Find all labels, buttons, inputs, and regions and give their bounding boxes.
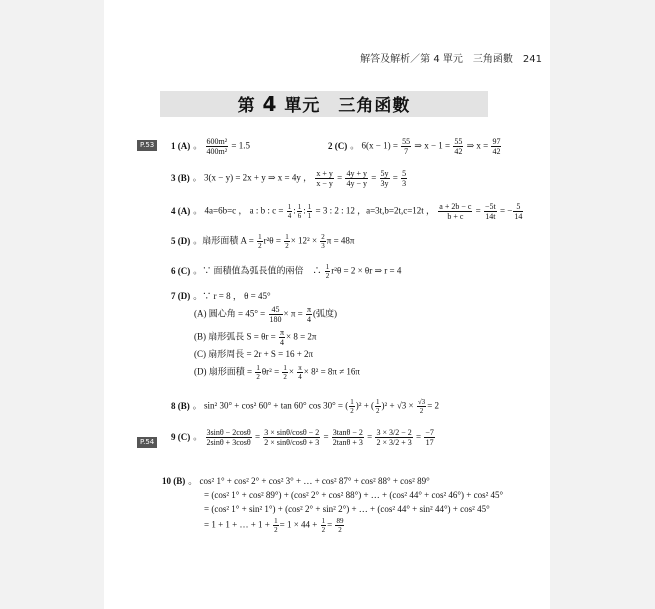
denominator: b + c: [447, 212, 464, 221]
denominator: 2: [376, 407, 380, 415]
expression: ⇒ x − 1 =: [414, 140, 451, 151]
denominator: 4: [306, 315, 311, 324]
numerator: 1: [325, 263, 330, 271]
expression: ⇒ x =: [466, 140, 489, 151]
expression: 。 3(x − y) = 2x + y ⇒ x = 4y ，: [192, 172, 313, 183]
fraction: [297, 203, 303, 220]
fraction: [417, 398, 426, 415]
fraction: [206, 137, 229, 156]
expression: 。∵ r = 8 ， θ = 45°: [193, 291, 271, 301]
numerator: 1: [376, 398, 380, 406]
expression: (C) 扇形周長 = 2r + S = 16 + 2π: [194, 349, 314, 359]
denominator: 2: [338, 526, 342, 534]
title-suffix: 單元 三角函數: [277, 96, 411, 116]
expression: (弧度): [313, 308, 337, 319]
expression: 。∵ 面積值為弧長值的兩倍 ∴: [193, 265, 322, 276]
answer-10: [162, 475, 430, 487]
answer-7-option-b: [194, 328, 316, 347]
denominator: x − y: [316, 179, 333, 188]
numerator: a + 2b − c: [439, 202, 472, 211]
fraction: [269, 305, 283, 324]
running-header: [360, 50, 542, 65]
numerator: 1: [321, 517, 326, 525]
expression: 。扇形面積 A =: [193, 235, 254, 246]
fraction: [484, 202, 497, 221]
numerator: 1: [285, 233, 289, 241]
result: = 1.5: [231, 140, 250, 151]
fraction: [263, 428, 320, 447]
separator: 。: [193, 431, 203, 442]
answer-5: [171, 233, 354, 250]
answer-4: 4 (A) 。 4a=6b=c ， a : b : c = $\frac{1}{4}$ : $\frac{1}{6}$ : $\frac{1}{1}$ = 3 : 2 : 12 ，a=3t,b=2t,c=12t ， $\frac{a + 2b - c}{b + c}$ = $\frac{-5t}{14t}$ = − $\frac{5}{14}$: [171, 202, 523, 221]
answer-7-option-c: [194, 348, 313, 360]
denominator: 2tanθ + 3: [332, 438, 363, 447]
denominator: 17: [425, 438, 434, 447]
fraction: [375, 428, 412, 447]
numerator: 45: [269, 305, 283, 315]
page-ref-tag-p53: P.53: [137, 140, 157, 151]
numerator: x + y: [316, 169, 333, 178]
answer-label: 4 (A): [171, 205, 191, 216]
expression: × 12² ×: [290, 235, 318, 246]
fraction: [315, 169, 334, 188]
denominator: 4y − y: [346, 179, 367, 188]
fraction: [282, 364, 288, 381]
answer-label: 3 (B): [171, 172, 190, 183]
denominator: 2: [321, 526, 326, 534]
fraction: [321, 517, 327, 534]
numerator: 1: [297, 203, 302, 211]
page: [104, 0, 550, 609]
numerator: 5: [402, 169, 407, 178]
denominator: 2: [419, 407, 424, 415]
expression: = (cos² 1° + cos² 89°) + (cos² 2° + cos² 88°) + … + (cos² 44° + cos² 46°) + cos² 45°: [204, 490, 504, 500]
denominator: 3: [402, 179, 407, 188]
denominator: 2: [274, 526, 278, 534]
expression: 。 cos² 1° + cos² 2° + cos² 3° + … + cos² 87° + cos² 88° + cos² 89°: [188, 476, 430, 486]
expression: ×: [288, 366, 294, 377]
fraction: [349, 398, 355, 415]
denominator: 180: [269, 315, 282, 324]
denominator: 2sinθ + 3cosθ: [206, 438, 251, 447]
denominator: 42: [492, 147, 501, 156]
fraction: [453, 137, 463, 156]
page-number: 241: [522, 54, 542, 65]
answer-9: 9 (C) 。 $\frac{3\sin\theta - 2\cos\theta}{2\sin\theta + 3\cos\theta}$ = $\frac{3 \times \sin\theta/\cos\theta - 2}{2 \times \sin\theta/\cos\theta + 3}$ = $\frac{3\tan\theta - 2}{2\tan\theta + 3}$ = $\frac{3 \times 3/2 - 2}{2 \times 3/2 + 3}$ = $\frac{-7}{17}$: [171, 428, 434, 447]
denominator: 2: [350, 407, 354, 415]
fraction: [320, 233, 326, 250]
numerator: 1: [307, 203, 312, 211]
expression: 。 sin² 30° + cos² 60° + tan 60° cos 30° = (: [192, 400, 349, 411]
numerator: 1: [258, 233, 262, 241]
answer-label: 6 (C): [171, 265, 191, 276]
numerator: √3: [417, 398, 426, 406]
numerator: 55: [402, 137, 411, 146]
denominator: 2: [285, 242, 289, 250]
answer-label: 9 (C): [171, 431, 191, 442]
title-unit-number: 4: [262, 92, 278, 116]
answer-label: 5 (D): [171, 235, 191, 246]
answer-label: 8 (B): [171, 400, 190, 411]
numerator: 2: [321, 233, 325, 241]
answer-7: [171, 290, 271, 302]
denominator: 4: [287, 212, 292, 220]
answer-7-option-a: [194, 305, 337, 324]
expression: =: [327, 519, 333, 530]
answer-1: [171, 137, 250, 156]
separator: 。: [193, 140, 203, 151]
result: × 8² = 8π ≠ 16π: [303, 366, 360, 377]
answer-10-line-2: [204, 489, 503, 501]
numerator: −7: [425, 428, 434, 437]
numerator: 1: [350, 398, 354, 406]
answer-3: 3 (B) 。 3(x − y) = 2x + y ⇒ x = 4y ， $\frac{x + y}{x - y}$ = $\frac{4y + y}{4y - y}$ = $\frac{5y}{3y}$ = $\frac{5}{3}$: [171, 169, 407, 188]
answer-10-line-3: [204, 503, 490, 515]
expression: 。 6(x − 1) =: [350, 140, 398, 151]
numerator: 3sinθ − 2cosθ: [206, 428, 251, 437]
answer-8: [171, 398, 439, 415]
numerator: 600m²: [206, 137, 228, 146]
denominator: 1: [307, 212, 312, 220]
section-title: 解答及解析／第 4 單元 三角函數: [360, 54, 513, 65]
numerator: π: [298, 364, 302, 372]
fraction: [287, 203, 293, 220]
denominator: 2: [283, 373, 287, 381]
numerator: 3 × sinθ/cosθ − 2: [264, 428, 320, 437]
denominator: 42: [454, 147, 463, 156]
fraction: [257, 233, 263, 250]
fraction: [345, 169, 368, 188]
numerator: 89: [336, 517, 344, 525]
numerator: −5t: [485, 202, 496, 211]
fraction: [279, 328, 285, 347]
expression: (D) 扇形面積 =: [194, 366, 253, 377]
denominator: 7: [404, 147, 409, 156]
unit-title: [160, 91, 488, 117]
result: = 2: [427, 400, 440, 411]
numerator: 3tanθ − 2: [332, 428, 363, 437]
expression: θr² =: [261, 366, 280, 377]
answer-label: 1 (A): [171, 140, 191, 151]
fraction: [206, 428, 252, 447]
numerator: 1: [283, 364, 287, 372]
expression: )² + (: [355, 400, 375, 411]
answer-label: 2 (C): [328, 140, 348, 151]
fraction: [273, 517, 279, 534]
numerator: 1: [256, 364, 260, 372]
denominator: 14t: [485, 212, 496, 221]
fraction: [255, 364, 261, 381]
answer-label: 10 (B): [162, 476, 186, 486]
denominator: 400m²: [206, 147, 228, 156]
fraction: [297, 364, 303, 381]
page-ref-tag-p54: P.54: [137, 437, 157, 448]
answer-2: [328, 137, 502, 156]
numerator: 3 × 3/2 − 2: [376, 428, 412, 437]
denominator: 6: [297, 212, 302, 220]
denominator: 4: [298, 373, 302, 381]
numerator: π: [279, 328, 285, 337]
denominator: 2: [256, 373, 260, 381]
denominator: 3y: [380, 179, 389, 188]
answer-10-line-4: [204, 517, 345, 534]
numerator: 97: [492, 137, 501, 146]
expression: 。 4a=6b=c ， a : b : c =: [193, 205, 284, 216]
denominator: 4: [279, 338, 284, 347]
denominator: 14: [514, 212, 523, 221]
denominator: 3: [321, 242, 325, 250]
fraction: [438, 202, 472, 221]
expression: = (cos² 1° + sin² 1°) + (cos² 2° + sin² 2°) + … + (cos² 44° + sin² 44°) + cos² 45°: [204, 504, 490, 514]
fraction: [401, 169, 407, 188]
expression: = 1 + 1 + … + 1 +: [204, 519, 270, 530]
answer-6: [171, 263, 401, 280]
fraction: [307, 203, 313, 220]
expression: r²θ =: [263, 235, 281, 246]
fraction: [325, 263, 331, 280]
fraction: [335, 517, 344, 534]
denominator: 2 × 3/2 + 3: [376, 438, 412, 447]
fraction: [401, 137, 411, 156]
answer-7-option-d: [194, 364, 360, 381]
fraction: [375, 398, 381, 415]
fraction: [491, 137, 501, 156]
title-prefix: 第: [237, 96, 263, 116]
denominator: 2: [258, 242, 262, 250]
numerator: π: [306, 305, 311, 314]
numerator: 4y + y: [346, 169, 367, 178]
expression: = 1 × 44 +: [279, 519, 318, 530]
numerator: 5y: [380, 169, 389, 178]
fraction: [513, 202, 523, 221]
numerator: 55: [454, 137, 463, 146]
fraction: [332, 428, 364, 447]
denominator: 2 × sinθ/cosθ + 3: [264, 438, 320, 447]
result: × 8 = 2π: [286, 331, 317, 342]
denominator: 2: [325, 272, 330, 280]
numerator: 1: [287, 203, 292, 211]
expression: )² + √3 ×: [381, 400, 414, 411]
fraction: [284, 233, 290, 250]
fraction: [306, 305, 312, 324]
numerator: 5: [513, 202, 523, 212]
expression: (B) 扇形弧長 S = θr =: [194, 331, 276, 342]
result: π = 48π: [326, 235, 355, 246]
result: r²θ = 2 × θr ⇒ r = 4: [331, 265, 402, 276]
expression: × π =: [283, 308, 303, 319]
expression: = 3 : 2 : 12 ，a=3t,b=2t,c=12t ，: [315, 205, 436, 216]
fraction: [380, 169, 390, 188]
expression: (A) 圓心角 = 45° =: [194, 308, 266, 319]
numerator: 1: [274, 517, 278, 525]
fraction: [424, 428, 435, 447]
answer-label: 7 (D): [171, 291, 191, 301]
